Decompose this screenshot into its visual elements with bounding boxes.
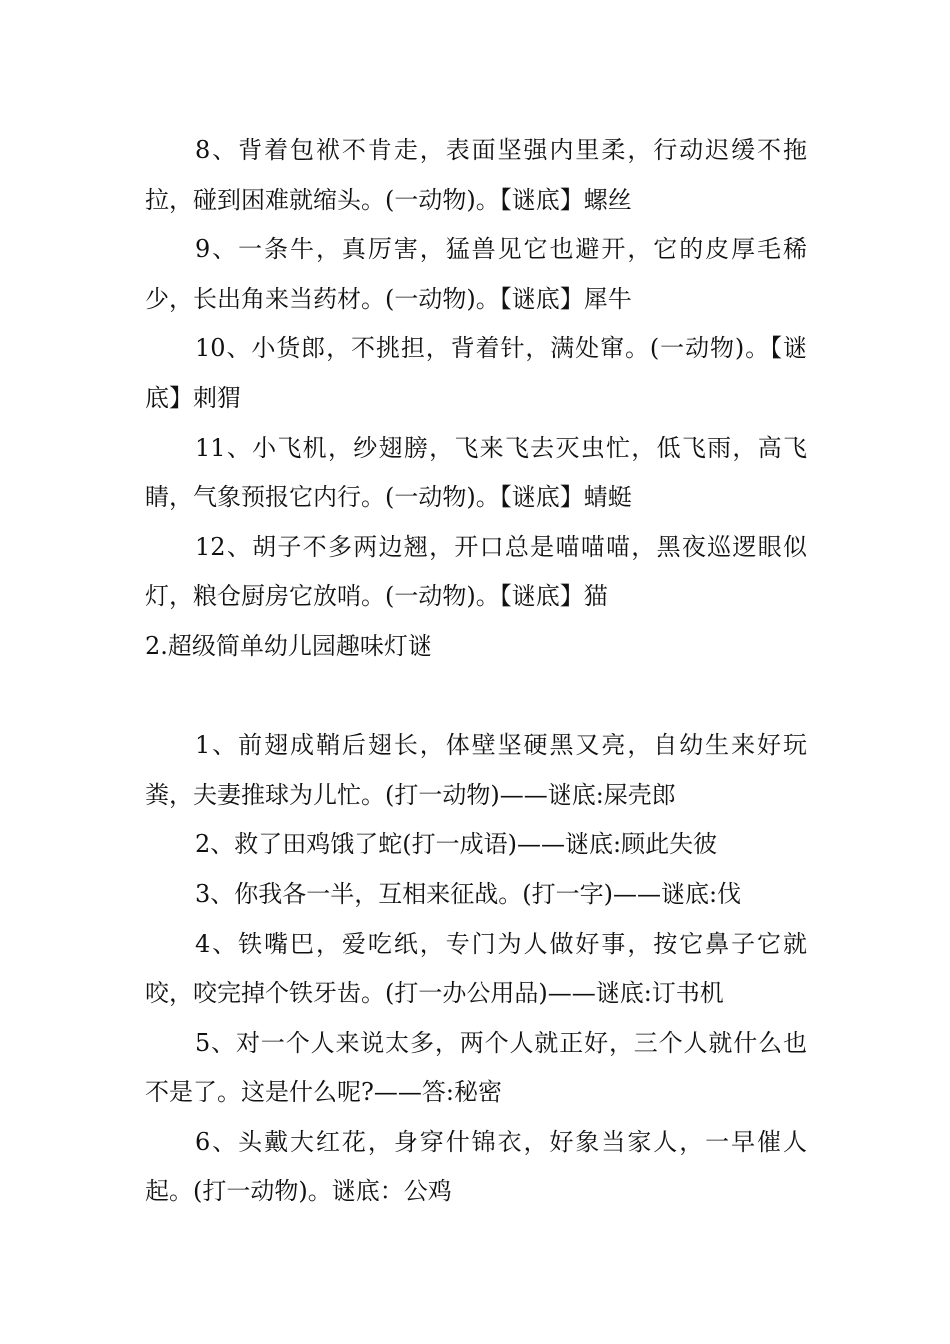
document-page [145,126,807,1217]
riddle-9: 9、一条牛，真厉害，猛兽见它也避开，它的皮厚毛稀少，长出角来当药材。(一动物)。【谜底】犀牛 [145,235,807,313]
riddle-3: 3、你我各一半，互相来征战。(打一字)——谜底:伐 [195,879,742,908]
riddle-12: 12、胡子不多两边翘，开口总是喵喵喵，黑夜巡逻眼似灯，粮仓厨房它放哨。(一动物)。【谜底】猫 [145,532,807,611]
riddle-6: 6、头戴大红花，身穿什锦衣，好象当家人，一早催人起。(打一动物)。谜底：公鸡 [145,1127,807,1206]
riddle-4: 4、铁嘴巴，爱吃纸，专门为人做好事，按它鼻子它就咬，咬完掉个铁牙齿。(打一办公用品)——谜底:订书机 [145,929,807,1008]
riddle-8: 8、背着包袱不肯走，表面坚强内里柔，行动迟缓不拖拉，碰到困难就缩头。(一动物)。【谜底】螺丝 [145,136,807,214]
riddle-1: 1、前翅成鞘后翅长，体壁坚硬黑又亮，自幼生来好玩粪，夫妻推球为儿忙。(打一动物)——谜底:屎壳郎 [145,731,807,809]
blank-line [145,672,807,722]
riddle-5: 5、对一个人来说太多，两个人就正好，三个人就什么也不是了。这是什么呢?——答:秘密 [145,1028,807,1107]
riddle-11: 11、小飞机，纱翅膀，飞来飞去灭虫忙，低飞雨，高飞睛，气象预报它内行。(一动物)。【谜底】蜻蜓 [145,433,807,512]
riddle-2: 2、救了田鸡饿了蛇(打一成语)——谜底:顾此失彼 [195,830,718,859]
riddle-10: 10、小货郎，不挑担，背着针，满处窜。(一动物)。【谜底】刺猬 [145,334,807,412]
section-heading: 2.超级简单幼儿园趣味灯谜 [145,631,432,660]
